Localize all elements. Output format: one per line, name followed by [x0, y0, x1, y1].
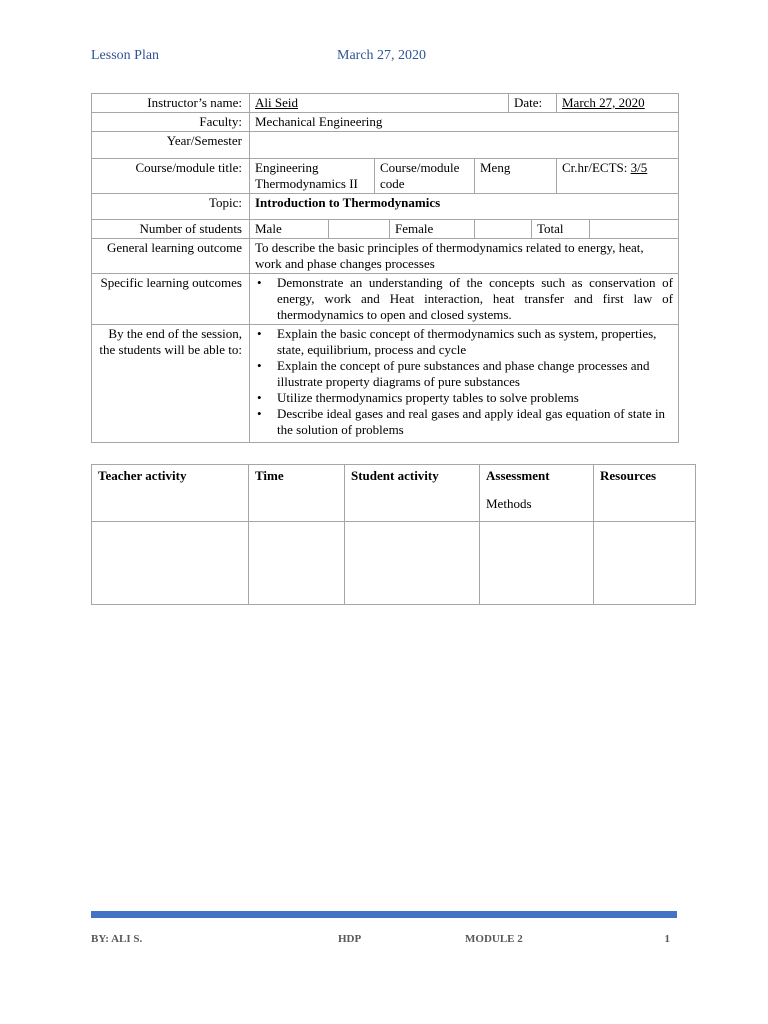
lesson-info-table	[91, 93, 679, 443]
page-header	[91, 48, 677, 68]
course-code-label-line-2: code	[380, 176, 405, 191]
course-title-value	[250, 159, 375, 194]
faculty-value: Mechanical Engineering	[250, 113, 679, 132]
date-label: Date:	[509, 94, 557, 113]
footer-divider	[91, 911, 677, 918]
course-title-line-1: Engineering	[255, 160, 319, 175]
instructor-label: Instructor’s name:	[92, 94, 250, 113]
end-of-session-value	[250, 325, 679, 443]
course-code-label	[375, 159, 475, 194]
header-teacher-activity: Teacher activity	[92, 465, 249, 522]
footer-author: BY: ALI S.	[91, 933, 143, 945]
footer-page-number: 1	[664, 933, 670, 945]
year-label: Year/Semester	[92, 132, 250, 159]
slo-value	[250, 274, 679, 325]
header-assessment-methods: Methods	[486, 496, 532, 511]
teacher-activity-cell	[92, 522, 249, 605]
assessment-cell	[480, 522, 594, 605]
crhr-cell	[557, 159, 679, 194]
slo-label: Specific learning outcomes	[92, 274, 250, 325]
crhr-label: Cr.hr/ECTS:	[562, 160, 631, 175]
course-title-label: Course/module title:	[92, 159, 250, 194]
total-count	[590, 220, 679, 239]
instructor-name: Ali Seid	[250, 94, 509, 113]
topic-label: Topic:	[92, 194, 250, 220]
header-assessment-title: Assessment	[486, 468, 550, 483]
slo-item: • Demonstrate an understanding of the concepts such as conservation of energy, work and Heat interaction, heat transfer and first law of thermodynamics to open and closed systems.	[277, 275, 673, 323]
header-student-activity: Student activity	[345, 465, 480, 522]
course-title-line-2: Thermodynamics II	[255, 176, 358, 191]
footer-module: MODULE 2	[465, 933, 523, 945]
header-title: Lesson Plan	[91, 48, 160, 63]
activity-table	[91, 464, 696, 605]
total-label: Total	[532, 220, 590, 239]
objective-item: • Utilize thermodynamics property tables to solve problems	[277, 390, 673, 406]
header-resources: Resources	[594, 465, 696, 522]
female-count	[475, 220, 532, 239]
end-of-session-label: By the end of the session, the students will be able to:	[92, 325, 250, 443]
male-count	[329, 220, 390, 239]
crhr-value: 3/5	[630, 160, 648, 175]
header-time: Time	[249, 465, 345, 522]
course-code-value: Meng	[475, 159, 557, 194]
male-label: Male	[250, 220, 329, 239]
female-label: Female	[390, 220, 475, 239]
students-label: Number of students	[92, 220, 250, 239]
faculty-label: Faculty:	[92, 113, 250, 132]
objective-item: • Explain the basic concept of thermodynamics such as system, properties, state, equilibrium, process and cycle	[277, 326, 673, 358]
course-code-label-line-1: Course/module	[380, 160, 460, 175]
date-value: March 27, 2020	[557, 94, 679, 113]
topic-value: Introduction to Thermodynamics	[250, 194, 679, 220]
objective-item: • Explain the concept of pure substances and phase change processes and illustrate property diagrams of pure substances	[277, 358, 673, 390]
student-activity-cell	[345, 522, 480, 605]
header-date: March 27, 2020	[337, 48, 427, 63]
page-footer	[91, 933, 677, 949]
glo-label: General learning outcome	[92, 239, 250, 274]
year-value	[250, 132, 679, 159]
time-cell	[249, 522, 345, 605]
header-assessment	[480, 465, 594, 522]
objective-item: • Describe ideal gases and real gases and apply ideal gas equation of state in the solution of problems	[277, 406, 673, 438]
resources-cell	[594, 522, 696, 605]
glo-value: To describe the basic principles of thermodynamics related to energy, heat, work and phase changes processes	[250, 239, 679, 274]
footer-hdp: HDP	[338, 933, 362, 945]
